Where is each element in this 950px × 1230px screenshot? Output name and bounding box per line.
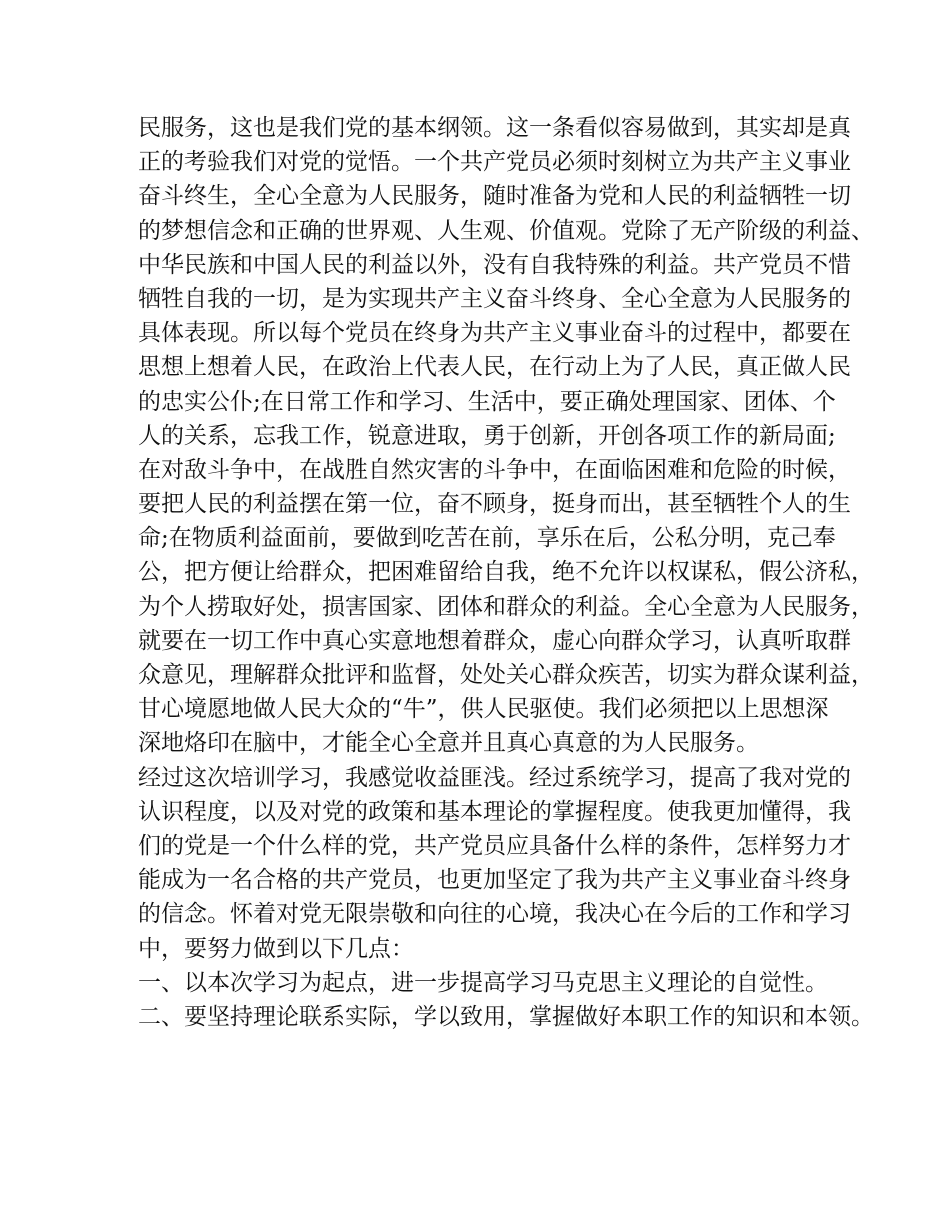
text-line: 人的关系，忘我工作，锐意进取，勇于创新，开创各项工作的新局面; <box>138 422 836 449</box>
text-line: 深地烙印在脑中，才能全心全意并且真心真意的为人民服务。 <box>138 730 759 757</box>
text-line: 正的考验我们对党的觉悟。一个共产党员必须时刻树立为共产主义事业 <box>138 149 851 176</box>
text-line: 认识程度，以及对党的政策和基本理论的掌握程度。使我更加懂得，我 <box>138 798 851 825</box>
text-line: 的信念。怀着对党无限崇敬和向往的心境，我决心在今后的工作和学习 <box>138 901 851 928</box>
text-line: 经过这次培训学习，我感觉收益匪浅。经过系统学习，提高了我对党的 <box>138 764 851 791</box>
text-line: 要把人民的利益摆在第一位，奋不顾身，挺身而出，甚至牺牲个人的生 <box>138 491 851 518</box>
text-line: 在对敌斗争中，在战胜自然灾害的斗争中，在面临困难和危险的时候， <box>138 456 851 483</box>
text-line: 具体表现。所以每个党员在终身为共产主义事业奋斗的过程中，都要在 <box>138 320 851 347</box>
text-line: 的梦想信念和正确的世界观、人生观、价值观。党除了无产阶级的利益、 <box>138 217 874 244</box>
text-line: 民服务，这也是我们党的基本纲领。这一条看似容易做到，其实却是真 <box>138 115 851 141</box>
text-line: 中华民族和中国人民的利益以外，没有自我特殊的利益。共产党员不惜 <box>138 251 851 278</box>
text-line: 命;在物质利益面前，要做到吃苦在前，享乐在后，公私分明，克己奉 <box>138 525 836 552</box>
text-line: 为个人捞取好处，损害国家、团体和群众的利益。全心全意为人民服务， <box>138 593 874 620</box>
body-text <box>138 111 874 1034</box>
text-line: 二、要坚持理论联系实际，学以致用，掌握做好本职工作的知识和本领。 <box>138 1003 874 1030</box>
text-line: 众意见，理解群众批评和监督，处处关心群众疾苦，切实为群众谋利益， <box>138 662 874 688</box>
text-line: 们的党是一个什么样的党，共产党员应具备什么样的条件，怎样努力才 <box>138 832 851 859</box>
text-line: 的忠实公仆;在日常工作和学习、生活中，要正确处理国家、团体、个 <box>138 388 836 415</box>
text-line: 公，把方便让给群众，把困难留给自我，绝不允许以权谋私，假公济私， <box>138 559 874 586</box>
text-line: 就要在一切工作中真心实意地想着群众，虚心向群众学习，认真听取群 <box>138 627 851 654</box>
text-line: 一、以本次学习为起点，进一步提高学习马克思主义理论的自觉性。 <box>138 969 828 996</box>
text-line: 甘心境愿地做人民大众的“牛”，供人民驱使。我们必须把以上思想深 <box>138 696 829 723</box>
text-line: 能成为一名合格的共产党员，也更加坚定了我为共产主义事业奋斗终身 <box>138 867 851 894</box>
text-line: 牺牲自我的一切，是为实现共产主义奋斗终身、全心全意为人民服务的 <box>138 285 851 312</box>
text-line: 奋斗终生，全心全意为人民服务，随时准备为党和人民的利益牺牲一切 <box>138 183 851 210</box>
text-line: 中，要努力做到以下几点： <box>138 935 414 962</box>
text-line: 思想上想着人民，在政治上代表人民，在行动上为了人民，真正做人民 <box>138 354 851 381</box>
